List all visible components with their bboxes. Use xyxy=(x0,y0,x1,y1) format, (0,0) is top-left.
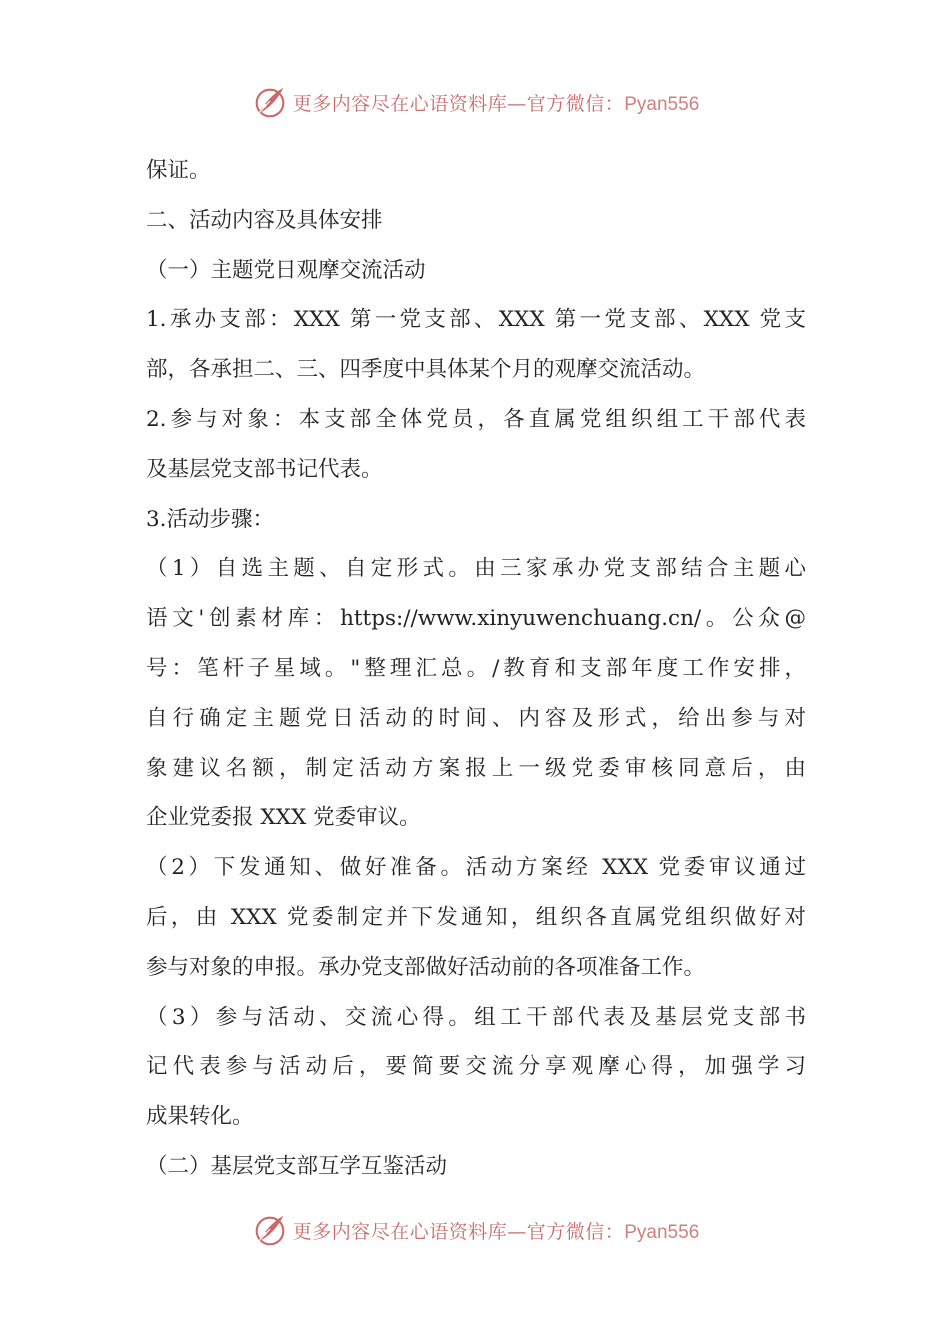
text-line: 象建议名额，制定活动方案报上一级党委审核同意后，由 xyxy=(146,755,806,781)
text-line: 成果转化。 xyxy=(146,1104,254,1130)
text-line: 后，由 XXX 党委制定并下发通知，组织各直属党组织做好对 xyxy=(146,904,806,930)
text-line: 2.参与对象：本支部全体党员，各直属党组织组工干部代表 xyxy=(146,406,806,432)
text-line: （1）自选主题、自定形式。由三家承办党支部结合主题心 xyxy=(146,556,806,582)
text-line: 号：笔杆子星域。"整理汇总。/教育和支部年度工作安排， xyxy=(146,655,806,681)
text-line: 1.承办支部：XXX 第一党支部、XXX 第一党支部、XXX 党支 xyxy=(146,307,806,333)
section-heading: 二、活动内容及具体安排 xyxy=(146,207,383,233)
watermark-text: 更多内容尽在心语资料库—官方微信：Pyan556 xyxy=(292,92,700,115)
text-line: 语文'创素材库：https://www.xinyuwenchuang.cn/。公众@ xyxy=(146,606,806,632)
text-line: 参与对象的申报。承办党支部做好活动前的各项准备工作。 xyxy=(146,954,706,980)
document-body xyxy=(146,146,806,1192)
text-line: 及基层党支部书记代表。 xyxy=(146,456,383,482)
text-line: 部，各承担二、三、四季度中具体某个月的观摩交流活动。 xyxy=(146,357,706,383)
quill-pen-icon xyxy=(251,83,289,121)
subsection-heading: （二）基层党支部互学互鉴活动 xyxy=(146,1153,448,1179)
footer-watermark xyxy=(0,1208,950,1252)
text-line: 自行确定主题党日活动的时间、内容及形式，给出参与对 xyxy=(146,705,806,731)
text-line: 保证。 xyxy=(146,158,211,183)
header-watermark xyxy=(0,80,950,124)
text-line: 企业党委报 XXX 党委审议。 xyxy=(146,805,421,831)
subsection-heading: （一）主题党日观摩交流活动 xyxy=(146,257,426,283)
watermark-text: 更多内容尽在心语资料库—官方微信：Pyan556 xyxy=(292,1220,700,1243)
watermark-wechat-id: Pyan556 xyxy=(624,1221,700,1243)
quill-pen-icon xyxy=(251,1211,289,1249)
text-line: 记代表参与活动后，要简要交流分享观摩心得，加强学习 xyxy=(146,1054,806,1080)
watermark-wechat-id: Pyan556 xyxy=(624,93,700,115)
text-line: 3.活动步骤： xyxy=(146,506,275,532)
text-line: （2）下发通知、做好准备。活动方案经 XXX 党委审议通过 xyxy=(146,855,806,881)
text-line: （3）参与活动、交流心得。组工干部代表及基层党支部书 xyxy=(146,1004,806,1030)
